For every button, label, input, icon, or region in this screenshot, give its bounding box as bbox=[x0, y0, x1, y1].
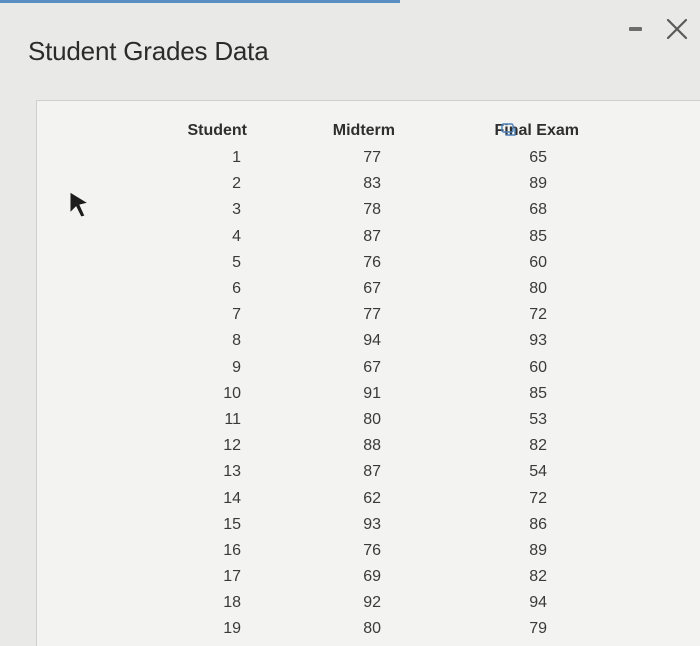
cell-student: 17 bbox=[223, 568, 241, 586]
copy-icon[interactable] bbox=[501, 123, 517, 137]
cell-student: 15 bbox=[223, 515, 241, 533]
cell-student: 16 bbox=[223, 541, 241, 559]
minimize-button[interactable] bbox=[624, 16, 646, 42]
cell-student: 6 bbox=[232, 280, 241, 298]
cell-midterm: 62 bbox=[363, 489, 381, 507]
cell-final-exam: 54 bbox=[529, 463, 547, 481]
table-row bbox=[143, 564, 583, 590]
cell-student: 4 bbox=[232, 227, 241, 245]
minus-icon bbox=[629, 27, 642, 31]
table-row bbox=[143, 433, 583, 459]
cell-student: 14 bbox=[223, 489, 241, 507]
cell-midterm: 77 bbox=[363, 149, 381, 167]
cell-final-exam: 85 bbox=[529, 384, 547, 402]
cell-midterm: 76 bbox=[363, 253, 381, 271]
cell-student: 10 bbox=[223, 384, 241, 402]
cell-student: 2 bbox=[232, 175, 241, 193]
table-row bbox=[143, 485, 583, 511]
table-row bbox=[143, 171, 583, 197]
cell-final-exam: 93 bbox=[529, 332, 547, 350]
cell-student: 1 bbox=[232, 149, 241, 167]
table-row bbox=[143, 590, 583, 616]
table-row bbox=[143, 512, 583, 538]
column-header-student: Student bbox=[187, 122, 247, 139]
cell-final-exam: 65 bbox=[529, 149, 547, 167]
cell-student: 11 bbox=[224, 410, 241, 428]
page-title: Student Grades Data bbox=[28, 36, 269, 66]
cell-midterm: 87 bbox=[363, 227, 381, 245]
mouse-pointer-icon bbox=[66, 189, 92, 219]
cell-final-exam: 79 bbox=[529, 620, 547, 638]
cell-midterm: 87 bbox=[363, 463, 381, 481]
cell-midterm: 94 bbox=[363, 332, 381, 350]
column-header-midterm: Midterm bbox=[332, 122, 395, 139]
table-row bbox=[143, 197, 583, 223]
cell-student: 3 bbox=[232, 201, 241, 219]
cell-midterm: 92 bbox=[363, 594, 381, 612]
table-row bbox=[143, 224, 583, 250]
cell-midterm: 69 bbox=[363, 568, 381, 586]
cell-final-exam: 89 bbox=[529, 541, 547, 559]
cell-midterm: 67 bbox=[363, 280, 381, 298]
table-row bbox=[143, 145, 583, 171]
close-icon bbox=[664, 16, 690, 42]
table-body bbox=[143, 145, 583, 643]
cell-student: 5 bbox=[232, 253, 241, 271]
cell-final-exam: 68 bbox=[529, 201, 547, 219]
table-row bbox=[143, 328, 583, 354]
cell-student: 8 bbox=[232, 332, 241, 350]
table-row bbox=[143, 250, 583, 276]
table-row bbox=[143, 407, 583, 433]
cell-midterm: 77 bbox=[363, 306, 381, 324]
table-row bbox=[143, 276, 583, 302]
cell-student: 7 bbox=[232, 306, 241, 324]
cell-student: 19 bbox=[223, 620, 241, 638]
grades-table bbox=[143, 117, 583, 643]
table-row bbox=[143, 381, 583, 407]
cell-midterm: 78 bbox=[363, 201, 381, 219]
table-row bbox=[143, 355, 583, 381]
cell-final-exam: 72 bbox=[529, 489, 547, 507]
table-row bbox=[143, 538, 583, 564]
cell-final-exam: 60 bbox=[529, 358, 547, 376]
table-row bbox=[143, 616, 583, 642]
table-header-row bbox=[143, 117, 583, 145]
cell-final-exam: 82 bbox=[529, 437, 547, 455]
cell-midterm: 88 bbox=[363, 437, 381, 455]
table-row bbox=[143, 459, 583, 485]
cell-midterm: 83 bbox=[363, 175, 381, 193]
cell-student: 18 bbox=[223, 594, 241, 612]
cell-final-exam: 80 bbox=[529, 280, 547, 298]
cell-student: 13 bbox=[223, 463, 241, 481]
column-header-final-exam: Final Exam bbox=[494, 122, 579, 139]
cell-midterm: 67 bbox=[363, 358, 381, 376]
cell-midterm: 80 bbox=[363, 410, 381, 428]
cell-final-exam: 53 bbox=[529, 410, 547, 428]
cell-final-exam: 85 bbox=[529, 227, 547, 245]
table-row bbox=[143, 302, 583, 328]
cell-final-exam: 60 bbox=[529, 253, 547, 271]
cell-final-exam: 89 bbox=[529, 175, 547, 193]
data-table-panel bbox=[36, 100, 700, 646]
top-accent-bar bbox=[0, 0, 400, 3]
cell-midterm: 93 bbox=[363, 515, 381, 533]
cell-final-exam: 86 bbox=[529, 515, 547, 533]
cell-student: 9 bbox=[232, 358, 241, 376]
cell-final-exam: 72 bbox=[529, 306, 547, 324]
close-button[interactable] bbox=[664, 16, 690, 42]
cell-midterm: 91 bbox=[363, 384, 381, 402]
cell-midterm: 76 bbox=[363, 541, 381, 559]
cell-midterm: 80 bbox=[363, 620, 381, 638]
cell-student: 12 bbox=[223, 437, 241, 455]
cell-final-exam: 82 bbox=[529, 568, 547, 586]
cell-final-exam: 94 bbox=[529, 594, 547, 612]
